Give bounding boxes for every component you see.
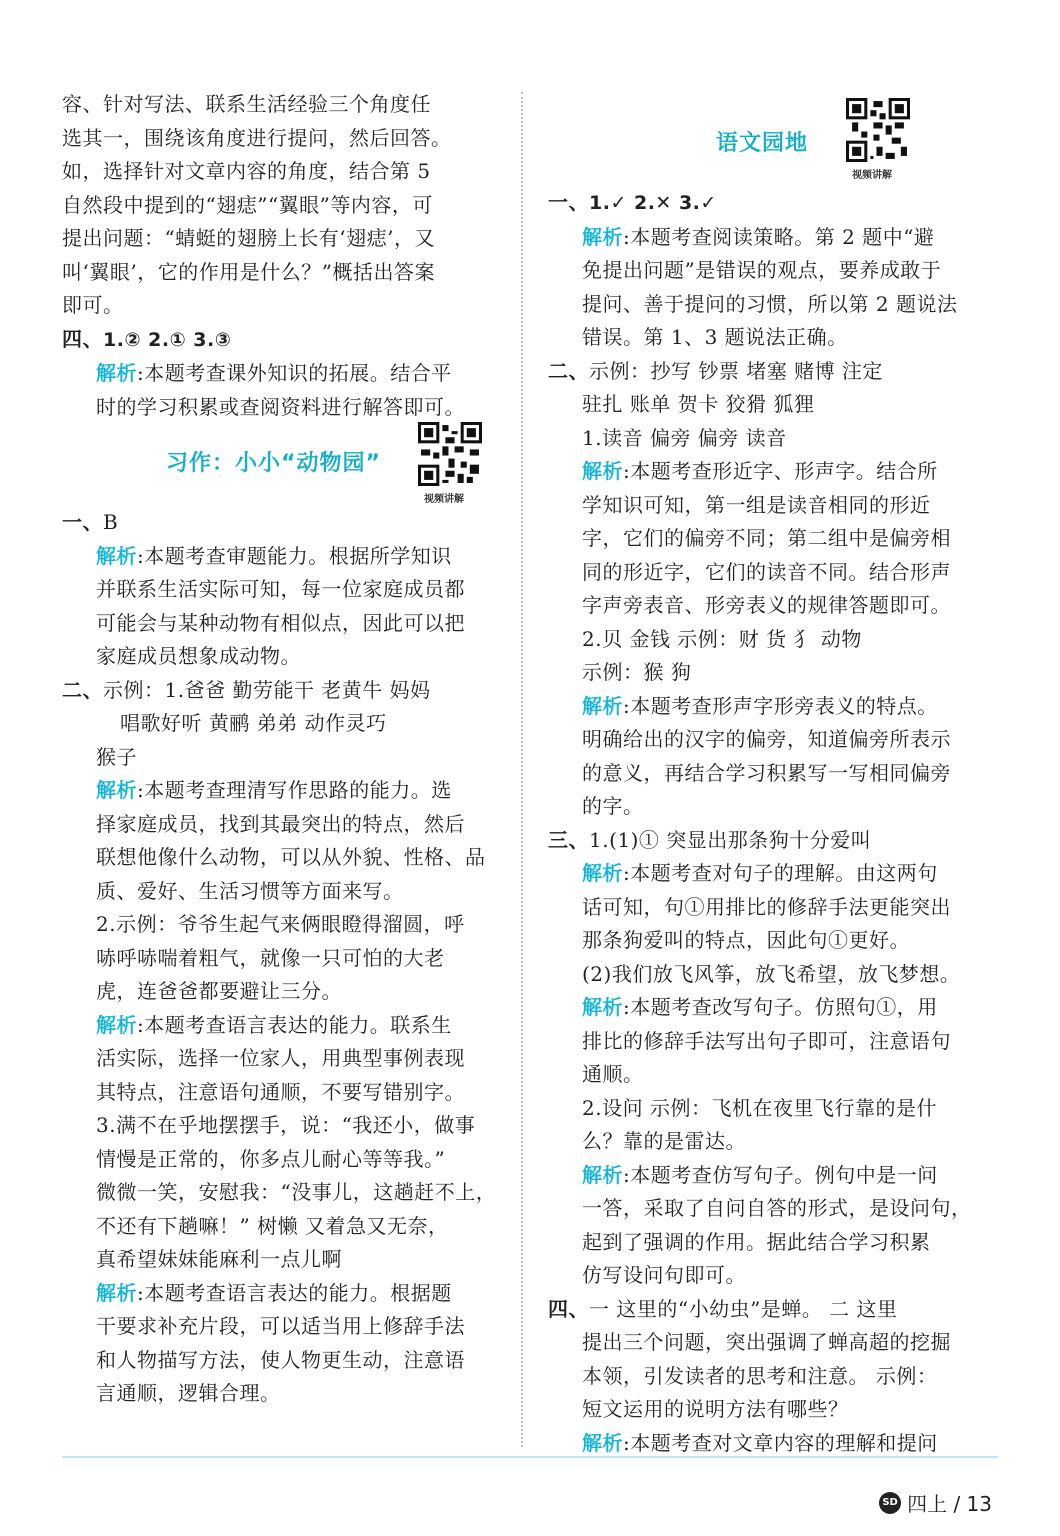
analysis-label: 解析 (96, 778, 137, 802)
question-label: 四、 (62, 326, 103, 351)
question-3: 三、1.(1)① 突显出那条狗十分爱叫 (548, 827, 872, 852)
text-line: (2)我们放飞风筝，放飞希望，放飞梦想。 (582, 961, 961, 986)
analysis-label: 解析 (582, 1430, 623, 1455)
question-1: 一、1.✓ 2.✕ 3.✓ (548, 190, 717, 214)
analysis-line: 解析:本题考查改写句子。仿照句①，用 (582, 995, 938, 1019)
analysis-line: 其特点，注意语句通顺，不要写错别字。 (96, 1079, 465, 1104)
analysis-line: 字，它们的偏旁不同；第二组中是偏旁相 (582, 526, 951, 550)
text-line: 叫‘翼眼’，它的作用是什么？”概括出答案 (62, 259, 435, 284)
text-line: 哧呼哧喘着粗气，就像一只可怕的大老 (96, 945, 445, 970)
question-2: 二、示例：抄写 钞票 堵塞 赌博 注定 (548, 358, 883, 383)
analysis-line: 明确给出的汉字的偏旁，知道偏旁所表示 (582, 727, 951, 751)
text-line: 示例：猴 狗 (582, 660, 692, 684)
analysis-line: 同的形近字，它们的读音不同。结合形声 (582, 559, 951, 584)
text-line: 提出问题：“蜻蜓的翅膀上长有‘翅痣’，又 (62, 226, 435, 250)
analysis-label: 解析 (96, 1280, 137, 1305)
qr-code-icon[interactable] (846, 98, 910, 162)
qr-code-icon[interactable] (418, 422, 482, 486)
analysis-line: 仿写设问句即可。 (582, 1263, 746, 1287)
question-4 (62, 323, 502, 358)
analysis-label: 解析 (582, 995, 623, 1019)
qr-label: 视频讲解 (424, 494, 464, 505)
text-line: 容、针对写法、联系生活经验三个角度任 (62, 92, 431, 116)
analysis-line: 解析:本题考查形声字形旁表义的特点。 (582, 693, 938, 718)
analysis-line: 一答，采取了自问自答的形式，是设问句， (582, 1196, 972, 1220)
section-header-xizuo (62, 424, 502, 506)
analysis-line: 活实际，选择一位家人，用典型事例表现 (96, 1046, 465, 1070)
analysis-label: 解析 (582, 693, 623, 718)
analysis-label: 解析 (96, 361, 137, 385)
text-line: 选其一，围绕该角度进行提问，然后回答。 (62, 125, 452, 150)
analysis-label: 解析 (582, 861, 623, 885)
footer-rule (62, 1456, 998, 1458)
analysis-line: 字声旁表音、形旁表义的规律答题即可。 (582, 593, 951, 617)
analysis-line: 起到了强调的作用。据此结合学习积累 (582, 1229, 931, 1254)
question-4: 四、一 这里的“小幼虫”是蝉。 二 这里 (548, 1296, 898, 1321)
text-line: 唱歌好听 黄鹂 弟弟 动作灵巧 (120, 711, 387, 735)
analysis-line: 联想他像什么动物，可以从外貌、性格、品 (96, 845, 486, 869)
analysis-label: 解析 (582, 224, 623, 249)
analysis-line: 话可知，句①用排比的修辞手法更能突出 (582, 894, 951, 919)
analysis-line: 解析:本题考查课外知识的拓展。结合平 (96, 361, 452, 385)
analysis-label: 解析 (582, 1162, 623, 1187)
analysis-label: 解析 (96, 543, 137, 568)
analysis-line: 提问、善于提问的习惯，所以第 2 题说法 (582, 291, 958, 316)
answer-text: 1.② 2.① 3.③ (103, 328, 232, 351)
analysis-line: 错误。第 1、3 题说法正确。 (582, 325, 848, 349)
analysis-line: 时的学习积累或查阅资料进行解答即可。 (96, 394, 465, 419)
section-title: 语文园地 (716, 131, 809, 156)
text-line: 情慢是正常的，你多点儿耐心等等我。” (96, 1146, 446, 1171)
text-line: 虎，连爸爸都要避让三分。 (96, 979, 342, 1003)
analysis-line: 质、爱好、生活习惯等方面来写。 (96, 878, 404, 903)
analysis-line: 那条狗爱叫的特点，因此句①更好。 (582, 928, 910, 952)
analysis-label: 解析 (96, 1012, 137, 1037)
page-number: 四上 / 13 (907, 1492, 992, 1516)
text-line: 自然段中提到的“翅痣”“翼眼”等内容，可 (62, 192, 433, 217)
text-line: 2.贝 金钱 示例：财 货 犭 动物 (582, 626, 862, 651)
sd-badge-icon: SD (879, 1492, 901, 1514)
analysis-line: 解析:本题考查语言表达的能力。联系生 (96, 1012, 452, 1037)
text-line: 2.设问 示例：飞机在夜里飞行靠的是什 (582, 1095, 937, 1120)
text-line: 如，选择针对文章内容的角度，结合第 5 (62, 159, 431, 183)
text-line: 真希望妹妹能麻利一点儿啊 (96, 1247, 342, 1271)
page-footer (879, 1488, 992, 1517)
text-line: 微微一笑，安慰我：“没事儿，这趟赶不上， (96, 1180, 497, 1204)
analysis-line: 可能会与某种动物有相似点，因此可以把 (96, 610, 465, 635)
text-line: 么？靠的是雷达。 (582, 1129, 746, 1153)
analysis-line: 的字。 (582, 794, 644, 818)
text-line: 猴子 (96, 744, 137, 769)
analysis-line: 择家庭成员，找到其最突出的特点，然后 (96, 811, 465, 836)
text-line: 驻扎 账单 贺卡 狡猾 狐狸 (582, 392, 815, 416)
section-title: 习作：小小“动物园” (166, 451, 381, 476)
analysis-line: 解析:本题考查阅读策略。第 2 题中“避 (582, 224, 935, 249)
analysis-line: 学知识可知，第一组是读音相同的形近 (582, 492, 931, 517)
analysis-line: 言通顺，逻辑合理。 (96, 1381, 281, 1405)
analysis-line: 免提出问题”是错误的观点，要养成敢于 (582, 258, 942, 282)
text-line: 不还有下趟嘛！” 树懒 又着急又无奈， (96, 1213, 449, 1238)
text-line: 2.示例：爷爷生起气来俩眼瞪得溜圆，呼 (96, 912, 465, 936)
analysis-line: 通顺。 (582, 1062, 644, 1086)
analysis-label: 解析 (582, 459, 623, 483)
text-line: 3.满不在乎地摆摆手，说：“我还小，做事 (96, 1113, 476, 1137)
analysis-line: 解析:本题考查审题能力。根据所学知识 (96, 543, 452, 568)
analysis-line: 排比的修辞手法写出句子即可，注意语句 (582, 1028, 951, 1053)
analysis-line: 解析:本题考查语言表达的能力。根据题 (96, 1280, 452, 1305)
section-1: 一、B (62, 510, 119, 534)
analysis-line: 家庭成员想象成动物。 (96, 644, 301, 668)
text-line: 提出三个问题，突出强调了蝉高超的挖掘 (582, 1330, 951, 1354)
text-line: 本领，引发读者的思考和注意。 示例： (582, 1363, 938, 1388)
analysis-line: 解析:本题考查对句子的理解。由这两句 (582, 861, 938, 885)
text-line: 即可。 (62, 293, 124, 317)
right-column (548, 88, 988, 1460)
analysis-line: 的意义，再结合学习积累写一写相同偏旁 (582, 760, 951, 785)
analysis-line: 解析:本题考查理清写作思路的能力。选 (96, 778, 452, 802)
text-line: 短文运用的说明方法有哪些？ (582, 1397, 849, 1421)
analysis-line: 解析:本题考查对文章内容的理解和提问 (582, 1430, 938, 1455)
analysis-line: 和人物描写方法，使人物更生动，注意语 (96, 1347, 465, 1372)
section-2: 二、示例：1.爸爸 勤劳能干 老黄牛 妈妈 (62, 677, 431, 702)
analysis-line: 解析:本题考查形近字、形声字。结合所 (582, 459, 938, 483)
column-divider (521, 92, 523, 1447)
analysis-line: 干要求补充片段，可以适当用上修辞手法 (96, 1314, 465, 1338)
left-column (62, 88, 502, 1411)
section-header-yuwenyuandi (548, 88, 988, 181)
analysis-line: 并联系生活实际可知，每一位家庭成员都 (96, 577, 465, 601)
text-line: 1.读音 偏旁 偏旁 读音 (582, 425, 787, 450)
qr-label: 视频讲解 (852, 170, 892, 181)
analysis-line: 解析:本题考查仿写句子。例句中是一问 (582, 1162, 938, 1187)
